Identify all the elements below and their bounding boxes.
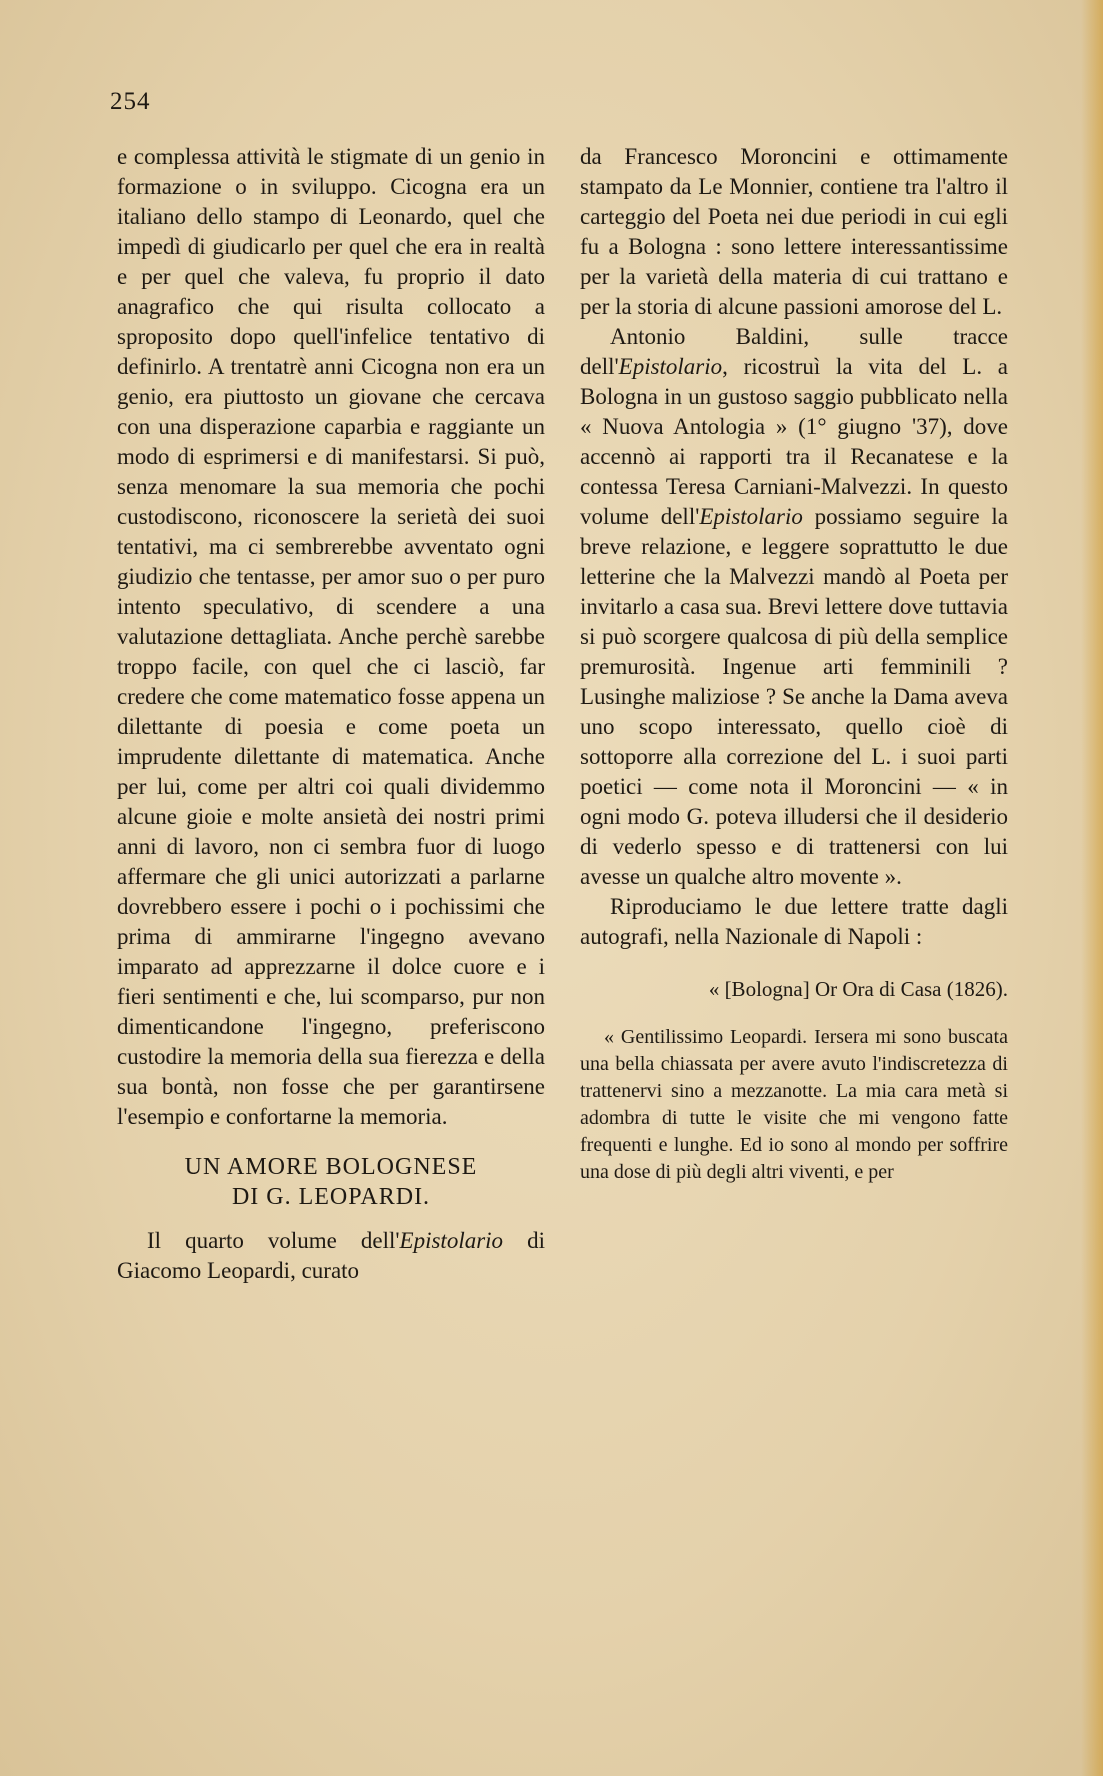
right-paragraph-1: da Francesco Moroncini e ottimamente stampato da Le Monnier, contiene tra l'altro il carteggio del Poeta nei due periodi in cui egli fu a Bologna : sono lettere interessantissime per la varietà della materia di cui trattano e per la storia di alcune passioni amorose del L. — [580, 144, 1008, 319]
text-run: Il quarto volume dell' — [147, 1228, 400, 1253]
text-run: Antonio Baldini, sulle tracce dell' — [580, 324, 1008, 379]
section-heading-line-2: DI G. LEOPARDI. — [231, 1184, 431, 1210]
italic-title: Epistolario — [618, 354, 723, 379]
page-edge-stain — [1081, 0, 1103, 1776]
letter-text: « Gentilissimo Leopardi. Iersera mi sono buscata una bella chiassata per avere avuto l'indiscretezza di trattenervi sino a mezzanotte. La mia cara metà si adombra di tutte le visite che mi vengono fatte frequenti e lunghe. Ed io sono al mondo per soffrire una dose di più degli altri viventi, e per — [580, 1026, 1008, 1183]
text-run: possiamo seguire la breve relazione, e leggere soprattutto le due letterine che la Malvezzi mandò al Poeta per invitarlo a casa sua. Brevi lettere dove tuttavia si può scorgere qualcosa di più della semplice premurosità. Ingenue arti femminili ? Lusinghe maliziose ? Se anche la Dama aveva uno scopo interessato, quello cioè di sottoporre alla correzione del L. i suoi parti poetici — come nota il Moroncini — « in ogni modo G. poteva illudersi che il desiderio di vederlo spesso e di trattenersi con lui avesse un qualche altro movente ». — [580, 504, 1009, 889]
section-heading-line-1: UN AMORE BOLOGNESE — [184, 1154, 478, 1180]
text-run: di Giacomo Leopardi, curato — [117, 1228, 545, 1283]
section-heading — [117, 1152, 545, 1212]
italic-title: Epistolario — [399, 1228, 504, 1253]
right-paragraph-2 — [580, 322, 1008, 892]
italic-title: Epistolario — [699, 504, 803, 529]
right-column — [580, 142, 1008, 1186]
left-paragraph-1: e complessa attività le stigmate di un genio in formazione o in sviluppo. Cicogna era un italiano dello stampo di Leonardo, quel che impedì di giudicarlo per quel che era in realtà e per quel che valeva, fu proprio il dato anagrafico che qui risulta collocato a sproposito dopo quell'infelice tentativo di definirlo. A trentatrè anni Cicogna non era un genio, era piuttosto un giovane che cercava con una disperazione caparbia e raggiante un modo di esprimersi e di manifestarsi. Si può, senza menomare la sua memoria che pochi custodiscono, riconoscere la serietà dei suoi tentativi, ma ci sembrerebbe avventato ogni giudizio che tentasse, per amor suo o per puro intento speculativo, di scendere a una valutazione dettagliata. Anche perchè sarebbe troppo facile, con quel che ci lasciò, far credere che come matematico fosse appena un dilettante di poesia e come poeta un imprudente dilettante di matematica. Anche per lui, come per altri coi quali dividemmo alcune gioie e molte ansietà dei nostri primi anni di lavoro, non ci sembra fuor di luogo affermare che gli unici autorizzati a parlarne dovrebbero essere i pochi o i pochissimi che prima di ammirarne l'ingegno avevano imparato ad apprezzarne il dolce cuore e i fieri sentimenti e che, lui scomparso, pur non dimenticandone l'ingegno, preferiscono custodire la memoria della sua fierezza e della sua bontà, non fosse che per garantirsene l'esempio e confortarne la memoria. — [117, 144, 545, 1129]
left-paragraph-2 — [117, 1226, 545, 1286]
left-column — [117, 142, 545, 1286]
text-run: , ricostruì la vita del L. a Bologna in un gustoso saggio pubblicato nella « Nuova Antologia » (1° giugno '37), dove accennò ai rapporti tra il Recanatese e la contessa Teresa Carniani-Malvezzi. In questo volume dell' — [580, 354, 1008, 529]
letter-dateline: « [Bologna] Or Ora di Casa (1826). — [708, 977, 1008, 1001]
right-paragraph-3: Riproduciamo le due lettere tratte dagli autografi, nella Nazionale di Napoli : — [580, 894, 1008, 949]
page-number: 254 — [110, 88, 151, 115]
